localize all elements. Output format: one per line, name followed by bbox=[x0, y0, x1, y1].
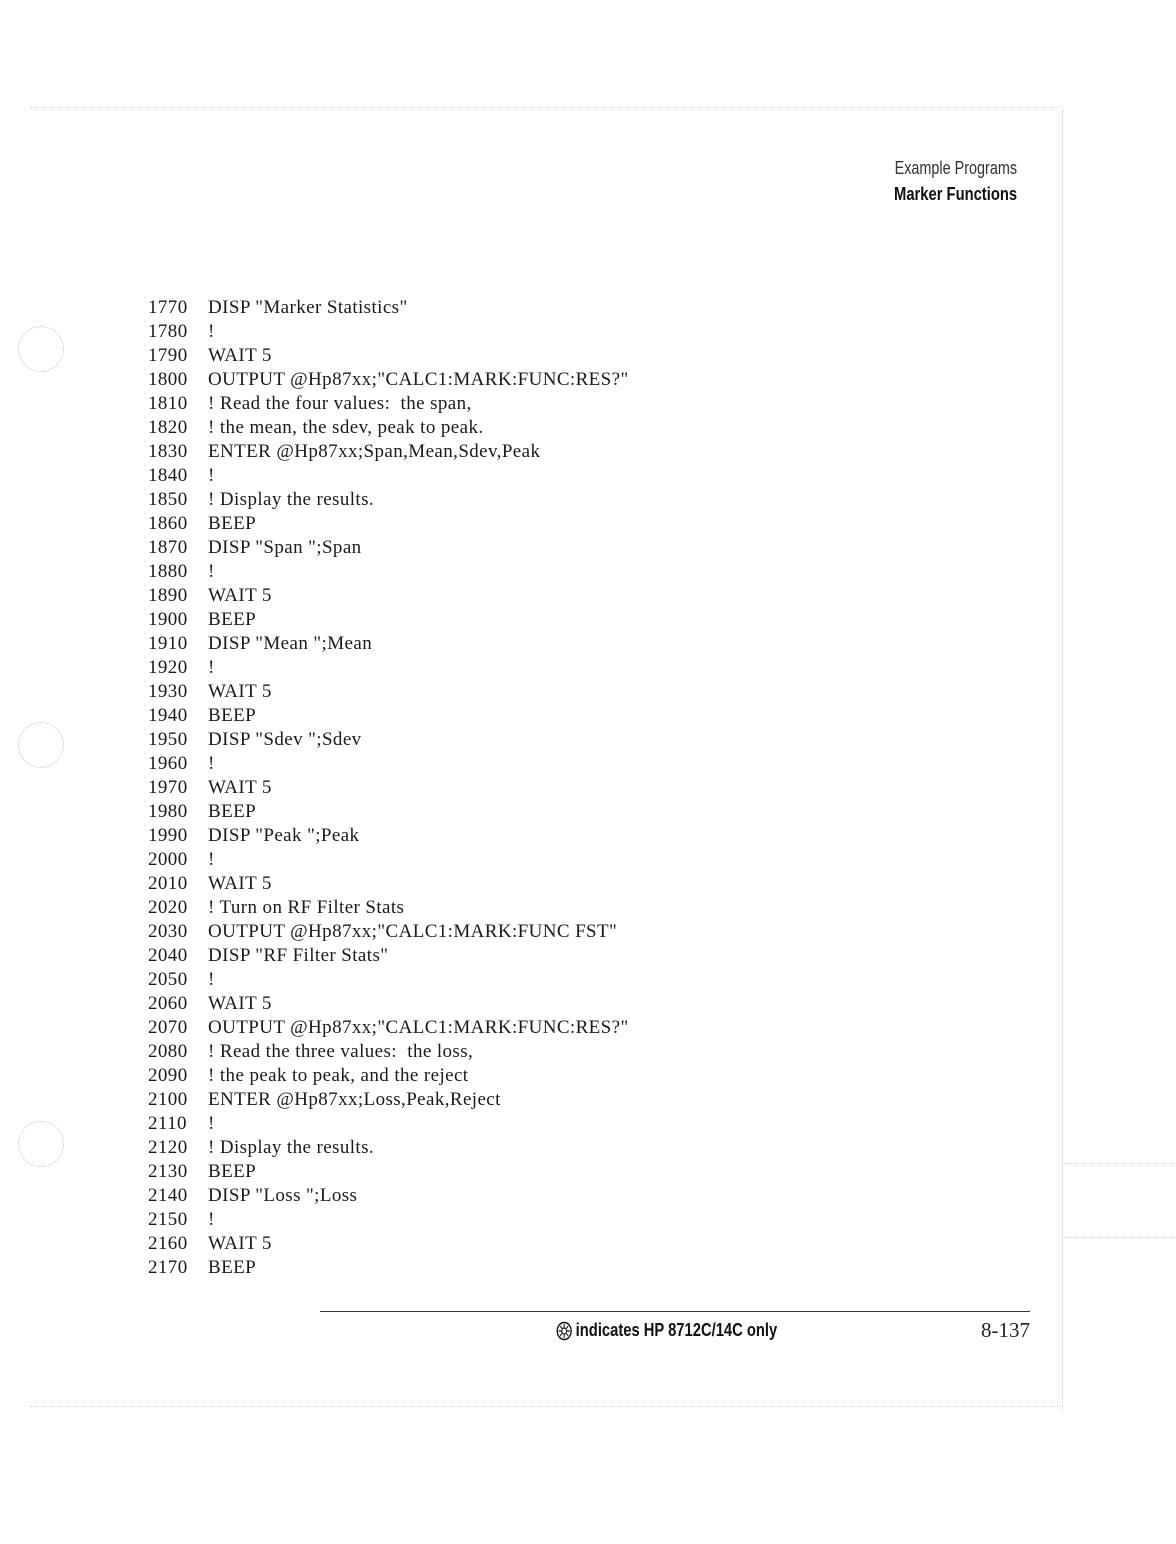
line-number: 1840 bbox=[148, 465, 188, 486]
code-line bbox=[148, 944, 629, 968]
code-text: ! Turn on RF Filter Stats bbox=[208, 897, 405, 918]
footer-note-text: indicates HP 8712C/14C only bbox=[575, 1320, 778, 1340]
line-number: 1790 bbox=[148, 345, 188, 366]
line-number: 1990 bbox=[148, 825, 188, 846]
code-line bbox=[148, 992, 629, 1016]
line-number: 1880 bbox=[148, 561, 188, 582]
code-line bbox=[148, 560, 629, 584]
line-number: 1870 bbox=[148, 537, 188, 558]
code-line bbox=[148, 800, 629, 824]
line-number: 2150 bbox=[148, 1209, 188, 1230]
code-text: ENTER @Hp87xx;Span,Mean,Sdev,Peak bbox=[208, 441, 541, 462]
line-number: 1980 bbox=[148, 801, 188, 822]
code-text: BEEP bbox=[208, 705, 257, 726]
code-line bbox=[148, 656, 629, 680]
code-line bbox=[148, 1040, 629, 1064]
page-edge-top bbox=[30, 107, 1060, 108]
line-number: 2140 bbox=[148, 1185, 188, 1206]
line-number: 1810 bbox=[148, 393, 188, 414]
code-text: ! Display the results. bbox=[208, 1137, 375, 1158]
code-text: ! bbox=[208, 657, 215, 678]
line-number: 1860 bbox=[148, 513, 188, 534]
code-text: ! bbox=[208, 1113, 215, 1134]
line-number: 1770 bbox=[148, 297, 188, 318]
line-number: 2080 bbox=[148, 1041, 188, 1062]
line-number: 1910 bbox=[148, 633, 188, 654]
code-line bbox=[148, 608, 629, 632]
code-text: ! bbox=[208, 465, 215, 486]
code-line bbox=[148, 1136, 629, 1160]
code-text: BEEP bbox=[208, 513, 257, 534]
code-line bbox=[148, 1112, 629, 1136]
code-line bbox=[148, 584, 629, 608]
line-number: 2060 bbox=[148, 993, 188, 1014]
code-line bbox=[148, 824, 629, 848]
code-listing bbox=[148, 296, 629, 1280]
code-line bbox=[148, 464, 629, 488]
code-text: WAIT 5 bbox=[208, 681, 272, 702]
code-text: WAIT 5 bbox=[208, 585, 272, 606]
page-edge-bottom bbox=[30, 1406, 1062, 1407]
line-number: 2020 bbox=[148, 897, 188, 918]
line-number: 2030 bbox=[148, 921, 188, 942]
code-text: BEEP bbox=[208, 609, 257, 630]
line-number: 2120 bbox=[148, 1137, 188, 1158]
code-text: ! Read the four values: the span, bbox=[208, 393, 472, 414]
code-text: ! the peak to peak, and the reject bbox=[208, 1065, 469, 1086]
code-line bbox=[148, 344, 629, 368]
code-line bbox=[148, 896, 629, 920]
line-number: 2040 bbox=[148, 945, 188, 966]
code-text: ! bbox=[208, 849, 215, 870]
line-number: 2160 bbox=[148, 1233, 188, 1254]
footer-note bbox=[556, 1320, 777, 1341]
code-line bbox=[148, 1208, 629, 1232]
code-text: ! bbox=[208, 1209, 215, 1230]
code-line bbox=[148, 1016, 629, 1040]
punch-hole bbox=[18, 326, 64, 372]
code-line bbox=[148, 440, 629, 464]
code-text: OUTPUT @Hp87xx;"CALC1:MARK:FUNC:RES?" bbox=[208, 369, 629, 390]
code-text: BEEP bbox=[208, 801, 257, 822]
code-line bbox=[148, 968, 629, 992]
code-line bbox=[148, 752, 629, 776]
code-line bbox=[148, 512, 629, 536]
code-line bbox=[148, 704, 629, 728]
code-line bbox=[148, 1232, 629, 1256]
punch-hole bbox=[18, 1121, 64, 1167]
code-line bbox=[148, 1256, 629, 1280]
line-number: 1890 bbox=[148, 585, 188, 606]
line-number: 1960 bbox=[148, 753, 188, 774]
page-edge-right bbox=[1062, 110, 1063, 1410]
code-text: DISP "Loss ";Loss bbox=[208, 1185, 358, 1206]
code-line bbox=[148, 296, 629, 320]
footer-rule bbox=[320, 1311, 1030, 1312]
code-text: ! bbox=[208, 561, 215, 582]
code-line bbox=[148, 1184, 629, 1208]
line-number: 1850 bbox=[148, 489, 188, 510]
code-text: BEEP bbox=[208, 1161, 257, 1182]
code-text: BEEP bbox=[208, 1257, 257, 1278]
line-number: 2110 bbox=[148, 1113, 187, 1134]
code-line bbox=[148, 536, 629, 560]
code-text: ! Read the three values: the loss, bbox=[208, 1041, 474, 1062]
code-line bbox=[148, 1064, 629, 1088]
hp-8712c-14c-icon bbox=[556, 1321, 572, 1341]
code-text: DISP "Span ";Span bbox=[208, 537, 362, 558]
section-title: Marker Functions bbox=[893, 184, 1017, 204]
running-header bbox=[864, 156, 1017, 208]
line-number: 1940 bbox=[148, 705, 188, 726]
code-line bbox=[148, 368, 629, 392]
code-text: ! Display the results. bbox=[208, 489, 375, 510]
line-number: 1820 bbox=[148, 417, 188, 438]
code-text: WAIT 5 bbox=[208, 993, 272, 1014]
line-number: 2130 bbox=[148, 1161, 188, 1182]
code-text: DISP "Mean ";Mean bbox=[208, 633, 373, 654]
code-text: WAIT 5 bbox=[208, 777, 272, 798]
code-line bbox=[148, 872, 629, 896]
punch-hole bbox=[18, 722, 64, 768]
code-line bbox=[148, 488, 629, 512]
page-number: 8-137 bbox=[981, 1318, 1030, 1342]
code-text: OUTPUT @Hp87xx;"CALC1:MARK:FUNC:RES?" bbox=[208, 1017, 629, 1038]
code-text: ! the mean, the sdev, peak to peak. bbox=[208, 417, 484, 438]
code-line bbox=[148, 920, 629, 944]
line-number: 1800 bbox=[148, 369, 188, 390]
code-line bbox=[148, 728, 629, 752]
line-number: 1900 bbox=[148, 609, 188, 630]
scan-artifact-line bbox=[1064, 1163, 1176, 1164]
code-text: ! bbox=[208, 321, 215, 342]
code-line bbox=[148, 632, 629, 656]
code-text: WAIT 5 bbox=[208, 873, 272, 894]
code-line bbox=[148, 1160, 629, 1184]
code-text: ! bbox=[208, 969, 215, 990]
code-line bbox=[148, 680, 629, 704]
code-text: WAIT 5 bbox=[208, 1233, 272, 1254]
code-line bbox=[148, 848, 629, 872]
code-text: ENTER @Hp87xx;Loss,Peak,Reject bbox=[208, 1089, 501, 1110]
code-line bbox=[148, 392, 629, 416]
code-text: ! bbox=[208, 753, 215, 774]
section-label: Example Programs bbox=[894, 158, 1017, 178]
code-text: DISP "Sdev ";Sdev bbox=[208, 729, 362, 750]
code-text: WAIT 5 bbox=[208, 345, 272, 366]
line-number: 2090 bbox=[148, 1065, 188, 1086]
line-number: 1920 bbox=[148, 657, 188, 678]
line-number: 2100 bbox=[148, 1089, 188, 1110]
code-line bbox=[148, 320, 629, 344]
line-number: 2170 bbox=[148, 1257, 188, 1278]
line-number: 1970 bbox=[148, 777, 188, 798]
line-number: 1930 bbox=[148, 681, 188, 702]
line-number: 1830 bbox=[148, 441, 188, 462]
line-number: 2050 bbox=[148, 969, 188, 990]
code-text: DISP "Peak ";Peak bbox=[208, 825, 360, 846]
code-line bbox=[148, 416, 629, 440]
line-number: 2010 bbox=[148, 873, 188, 894]
line-number: 1780 bbox=[148, 321, 188, 342]
code-text: DISP "RF Filter Stats" bbox=[208, 945, 389, 966]
line-number: 1950 bbox=[148, 729, 188, 750]
code-text: DISP "Marker Statistics" bbox=[208, 297, 408, 318]
code-line bbox=[148, 776, 629, 800]
code-line bbox=[148, 1088, 629, 1112]
scan-artifact-line bbox=[1064, 1237, 1176, 1238]
line-number: 2070 bbox=[148, 1017, 188, 1038]
line-number: 2000 bbox=[148, 849, 188, 870]
code-text: OUTPUT @Hp87xx;"CALC1:MARK:FUNC FST" bbox=[208, 921, 618, 942]
